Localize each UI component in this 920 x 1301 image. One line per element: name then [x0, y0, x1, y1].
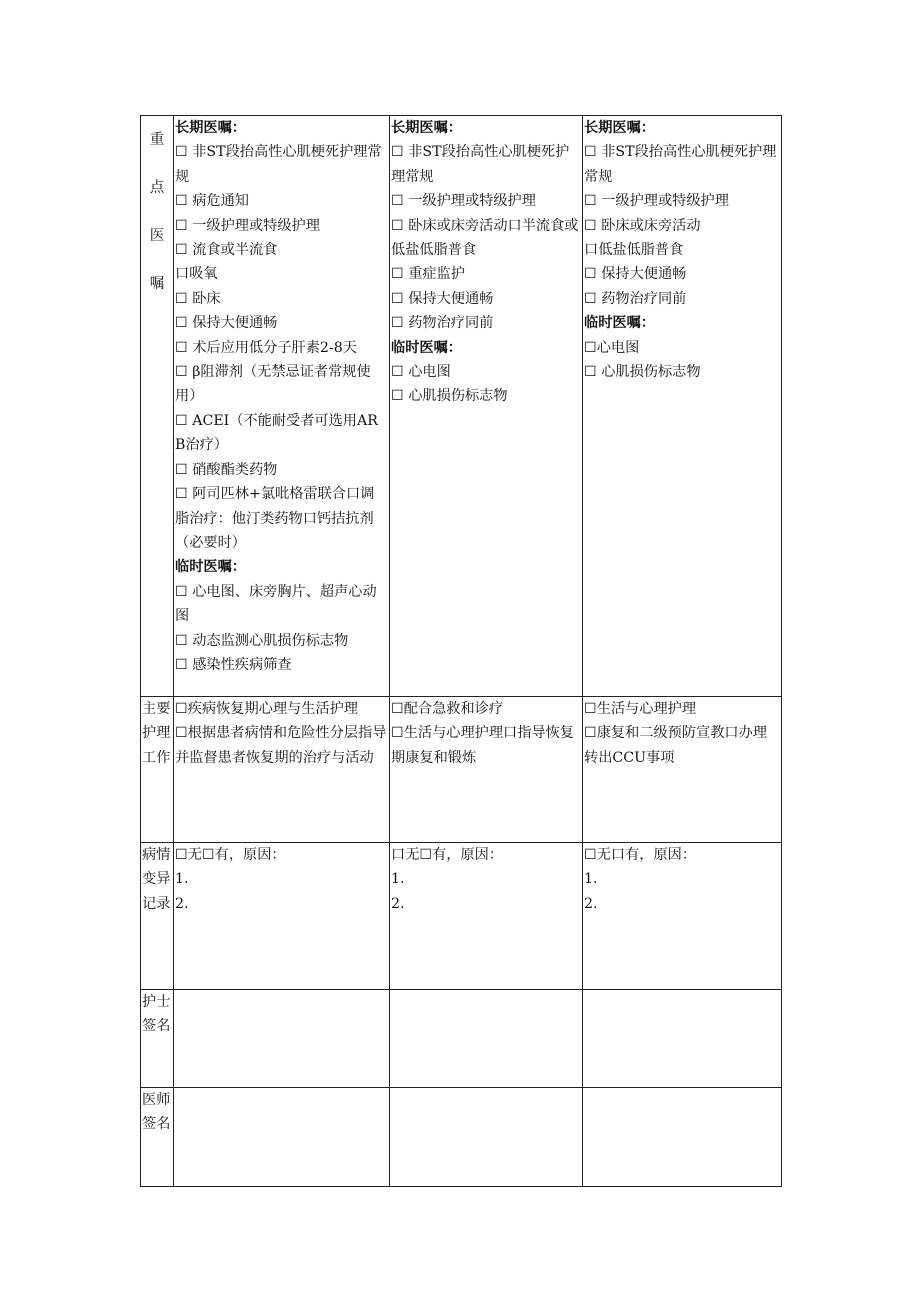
nurse-signature-field[interactable] — [390, 990, 583, 1088]
temporary-orders-heading: 临时医嘱： — [175, 559, 246, 576]
checkbox-item[interactable]: ☐ 一级护理或特级护理 — [175, 217, 320, 234]
checkbox-item[interactable]: ☐根据患者病情和危险性分层指导并监督患者恢复期的治疗与活动 — [175, 725, 387, 766]
checkbox-item[interactable]: ☐ 一级护理或特级护理 — [391, 193, 536, 210]
nursing-col2 — [390, 697, 583, 843]
reason-line[interactable]: 2. — [584, 895, 598, 912]
variation-row — [141, 843, 782, 990]
checkbox-item[interactable]: ☐ ACEI（不能耐受者可选用ARB治疗） — [175, 412, 378, 454]
nursing-row — [141, 697, 782, 843]
checkbox-item[interactable]: ☐ 卧床 — [175, 290, 221, 307]
checkbox-item[interactable]: ☐生活与心理护理 — [584, 701, 697, 717]
checkbox-item[interactable]: ☐ 心电图、床旁胸片、超声心动图 — [175, 583, 377, 625]
orders-col3 — [583, 116, 782, 697]
checkbox-item[interactable]: ☐ β阻滞剂（无禁忌证者常规使用） — [175, 364, 371, 405]
checkbox-item[interactable]: ☐ 动态监测心肌损伤标志物 — [175, 632, 349, 649]
checkbox-item[interactable]: ☐ 一级护理或特级护理 — [584, 193, 729, 210]
checkbox-item[interactable]: ☐生活与心理护理口指导恢复期康复和锻炼 — [391, 725, 574, 766]
checkbox-item[interactable]: ☐ 保持大便通畅 — [175, 315, 278, 332]
checkbox-item[interactable]: ☐ 阿司匹林+氯吡格雷联合口调脂治疗：他汀类药物口钙拮抗剂（必要时） — [175, 486, 375, 551]
reason-line[interactable]: 2. — [175, 895, 189, 912]
checkbox-item[interactable]: ☐ 病危通知 — [175, 193, 249, 210]
checkbox-item[interactable]: ☐ 流食或半流食 — [175, 242, 278, 259]
checkbox-item[interactable]: ☐ 心电图 — [391, 364, 451, 381]
reason-line[interactable]: 1. — [584, 871, 598, 888]
checkbox-item[interactable]: ☐心电图 — [584, 339, 640, 356]
checkbox-item[interactable]: 口吸氧 — [175, 266, 218, 283]
doctor-signature-label: 医师签名 — [141, 1088, 174, 1187]
orders-label-char: 重 — [149, 132, 165, 148]
checkbox-item[interactable]: ☐ 卧床或床旁活动 — [584, 217, 701, 234]
orders-label-char: 嘱 — [149, 276, 165, 292]
checkbox-item[interactable]: ☐ 卧床或床旁活动口半流食或低盐低脂普食 — [391, 217, 579, 259]
checkbox-item[interactable]: ☐ 硝酸酯类药物 — [175, 461, 278, 478]
nursing-col3 — [583, 697, 782, 843]
temporary-orders-heading: 临时医嘱： — [584, 315, 655, 332]
orders-col1 — [174, 116, 390, 697]
variation-label: 病情变异记录 — [141, 843, 174, 990]
variation-col2 — [390, 843, 583, 990]
temporary-orders-heading: 临时医嘱： — [391, 339, 462, 356]
nurse-signature-label: 护士签名 — [141, 990, 174, 1088]
doctor-signature-field[interactable] — [174, 1088, 390, 1187]
checkbox-item[interactable]: ☐ 保持大便通畅 — [584, 266, 687, 283]
long-term-orders-heading: 长期医嘱： — [175, 120, 246, 136]
variation-col3 — [583, 843, 782, 990]
reason-line[interactable]: 1. — [391, 871, 405, 888]
long-term-orders-heading: 长期医嘱： — [584, 120, 655, 136]
orders-label-char: 点 — [149, 180, 165, 196]
reason-line[interactable]: 2. — [391, 895, 405, 912]
variation-choice[interactable]: ☐无☐有，原因： — [175, 847, 286, 863]
orders-label — [141, 116, 174, 697]
reason-line[interactable]: 1. — [175, 871, 189, 888]
checkbox-item[interactable]: ☐配合急救和诊疗 — [391, 701, 504, 717]
checkbox-item[interactable]: ☐ 保持大便通畅 — [391, 290, 494, 307]
doctor-signature-field[interactable] — [583, 1088, 782, 1187]
nursing-label: 主要护理工作 — [141, 697, 174, 843]
checkbox-item[interactable]: ☐ 术后应用低分子肝素2-8天 — [175, 339, 357, 356]
orders-label-char: 医 — [149, 228, 165, 244]
checkbox-item[interactable]: ☐康复和二级预防宣教口办理转出CCU事项 — [584, 725, 767, 766]
checkbox-item[interactable]: ☐ 药物治疗同前 — [391, 315, 494, 332]
checkbox-item[interactable]: ☐ 非ST段抬高性心肌梗死护理常规 — [175, 144, 382, 185]
doctor-signature-row — [141, 1088, 782, 1187]
long-term-orders-heading: 长期医嘱： — [391, 120, 462, 136]
orders-col2 — [390, 116, 583, 697]
variation-choice[interactable]: 口无☐有，原因： — [391, 847, 504, 863]
checkbox-item[interactable]: 口低盐低脂普食 — [584, 242, 684, 259]
nurse-signature-field[interactable] — [174, 990, 390, 1088]
checkbox-item[interactable]: ☐疾病恢复期心理与生活护理 — [175, 701, 358, 717]
checkbox-item[interactable]: ☐ 药物治疗同前 — [584, 290, 687, 307]
checkbox-item[interactable]: ☐ 感染性疾病筛查 — [175, 656, 292, 673]
nurse-signature-field[interactable] — [583, 990, 782, 1088]
variation-choice[interactable]: ☐无口有，原因： — [584, 847, 697, 863]
orders-row — [141, 116, 782, 697]
variation-col1 — [174, 843, 390, 990]
checkbox-item[interactable]: ☐ 重症监护 — [391, 266, 465, 283]
clinical-pathway-table — [140, 115, 782, 1187]
checkbox-item[interactable]: ☐ 心肌损伤标志物 — [391, 388, 508, 405]
doctor-signature-field[interactable] — [390, 1088, 583, 1187]
nursing-col1 — [174, 697, 390, 843]
checkbox-item[interactable]: ☐ 非ST段抬高性心肌梗死护理常规 — [584, 144, 777, 185]
nurse-signature-row — [141, 990, 782, 1088]
checkbox-item[interactable]: ☐ 非ST段抬高性心肌梗死护理常规 — [391, 144, 570, 185]
checkbox-item[interactable]: ☐ 心肌损伤标志物 — [584, 364, 701, 381]
